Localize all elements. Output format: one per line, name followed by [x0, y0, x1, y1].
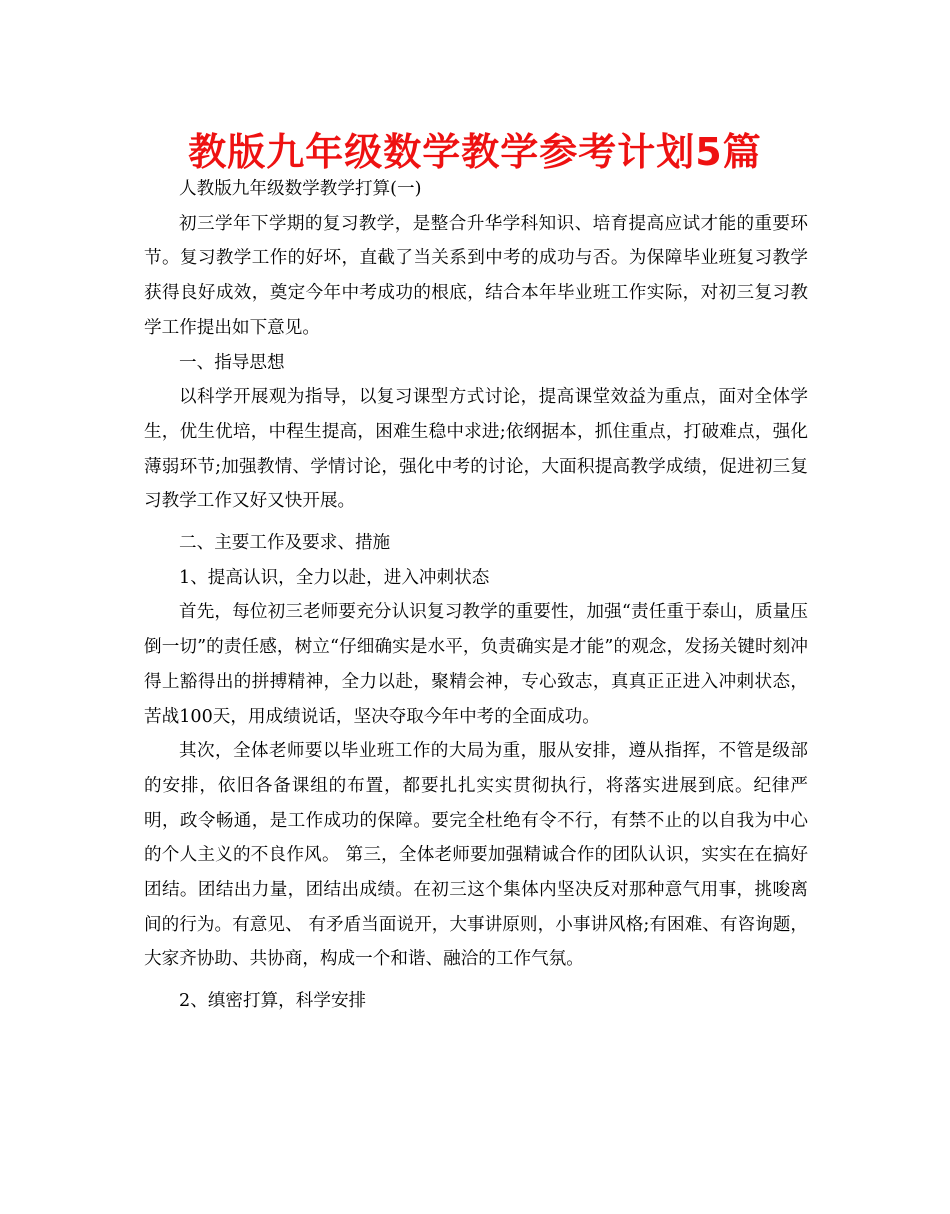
section-heading: 人教版九年级数学教学打算(一) [179, 179, 422, 199]
document-body [144, 172, 808, 1019]
section-heading: 二、主要工作及要求、措施 [179, 533, 391, 554]
subsection-heading: 1、提高认识，全力以赴，进入冲刺状态 [179, 567, 490, 588]
paragraph: 其次，全体老师要以毕业班工作的大局为重，服从安排，遵从指挥，不管是级部的安排，依旧各备课组的布置，都要扎扎实实贯彻执行，将落实进展到底。纪律严 明，政令畅通，是工作成功的保障。要完全杜绝有令不行，有禁不止的以自我为中心的个人主义的不良作风。 第三，全体老师要加强精诚合作的团队认识，实实在在搞好团结。团结出力量，团结出成绩。在初三这个集体内坚决反对那种意气用事，挑唆离间的行为。有意见、 有矛盾当面说开，大事讲原则，小事讲风格;有困难、有咨询题，大家齐协助、共协商，构成一个和谐、融洽的工作气氛。 [144, 741, 808, 970]
paragraph: 以科学开展观为指导，以复习课型方式讨论，提高课堂效益为重点，面对全体学生，优生优培，中程生提高，困难生稳中求进;依纲据本，抓住重点，打破难点，强化薄弱环节;加强教情、学情讨论，强化中考的讨论，大面积提高教学成绩，促进初三复习教学工作又好又快开展。 [144, 387, 808, 512]
subsection-heading: 2、缜密打算，科学安排 [179, 991, 367, 1012]
paragraph: 首先，每位初三老师要充分认识复习教学的重要性，加强“责任重于泰山，质量压倒一切”的责任感，树立“仔细确实是水平，负责确实是才能”的观念，发扬关键时刻冲得上豁得出的拼搏精神，全力以赴，聚精会神，专心致志，真真正正进入冲刺状态，苦战100天，用成绩说话，坚决夺取今年中考的全面成功。 [144, 602, 808, 727]
paragraph: 初三学年下学期的复习教学，是整合升华学科知识、培育提高应试才能的重要环节。复习教学工作的好坏，直截了当关系到中考的成功与否。为保障毕业班复习教学获得良好成效，奠定今年中考成功的根底，结合本年毕业班工作实际，对初三复习教学工作提出如下意见。 [144, 213, 808, 338]
document-title: 教版九年级数学教学参考计划5篇 [188, 130, 762, 174]
section-heading: 一、指导思想 [179, 352, 285, 373]
